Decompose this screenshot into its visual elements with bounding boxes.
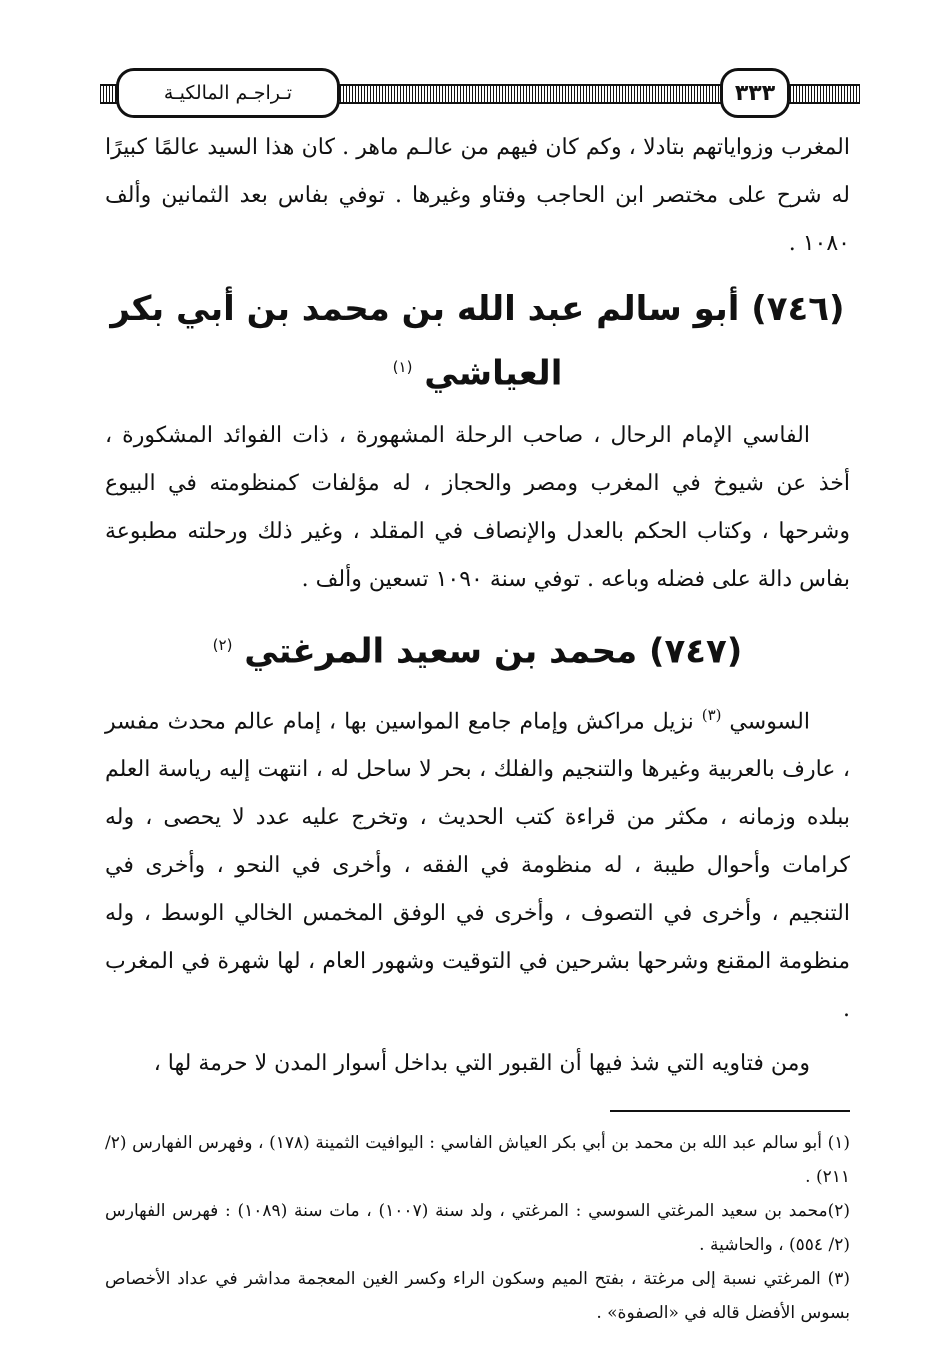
entry-title: (٧٤٧) محمد بن سعيد المرغتي [244, 631, 743, 672]
entry-heading-747 [105, 616, 850, 680]
entry-paragraph-747-cont: ومن فتاويه التي شذ فيها أن القبور التي بداخل أسوار المدن لا حرمة لها ، [153, 1050, 810, 1076]
footnote-separator [610, 1110, 850, 1112]
footnote-ref: (٢) [212, 636, 233, 655]
page-number: ٣٣٣ [720, 68, 790, 118]
continuation-paragraph: المغرب وزواياتهم بتادلا ، وكم كان فيهم من عالـم ماهر . كان هذا السيد عالمًا كبيرًا له شرح على مختصر ابن الحاجب وفتاو وغيرها . توفي بفاس بعد الثمانين وألف ١٠٨٠ . [105, 135, 850, 256]
entry-paragraph-747 [105, 691, 850, 1034]
page-body [105, 124, 850, 1330]
page-header [100, 62, 860, 120]
lead-word: السوسي [729, 708, 810, 734]
entry-heading-746 [105, 280, 850, 402]
footnote-ref: (٣) [701, 705, 722, 724]
entry-title: (٧٤٦) أبو سالم عبد الله بن محمد بن أبي بكر العياشي [110, 289, 845, 394]
entry-paragraph-746: الفاسي الإمام الرحال ، صاحب الرحلة المشهورة ، ذات الفوائد المشكورة ، أخذ عن شيوخ في المغرب ومصر والحجاز ، له مؤلفات كمنظومته في البيوع وشرحها ، وكتاب الحكم بالعدل والإنصاف في المقلد ، وغير ذلك ورحلته مطبوعة بفاس دالة على فضله وباعه . توفي سنة ١٠٩٠ تسعين وألف . [105, 423, 850, 593]
running-title: تـراجـم المالكيـة [116, 68, 340, 118]
paragraph-text: نزيل مراكش وإمام جامع المواسين بها ، إمام عالم محدث مفسر ، عارف بالعربية وغيرها والتنجيم والفلك ، بحر لا ساحل له ، انتهت إليه رياسة العلم ببلده وزمانه ، مكثر من قراءة كتب الحديث ، وتخرج عليه عدد لا يحصى ، وله كرامات وأحوال طيبة ، له منظومة في الفقه ، وأخرى في النحو ، وأخرى في التنجيم ، وأخرى في التصوف ، وأخرى في الوفق المخمس الخالي الوسط ، وله منظومة المقنع وشرحها بشرحين في التوقيت وشهور العام ، لها شهرة في المغرب . [105, 708, 850, 1022]
footnote-1: (١) أبو سالم عبد الله بن محمد بن أبي بكر العياش الفاسي : اليوافيت الثمينة (١٧٨) ، وفهرس الفهارس (٢/ ٢١١) . [105, 1132, 851, 1187]
footnote-2: (٢)محمد بن سعيد المرغتي السوسي : المرغتي ، ولد سنة (١٠٠٧) ، مات سنة (١٠٨٩) : فهرس الفهارس (٢/ ٥٥٤) ، والحاشية . [105, 1200, 850, 1255]
footnote-3: (٣) المرغتي نسبة إلى مرغتة ، بفتح الميم وسكون الراء وكسر الغين المعجمة مداشر في عداد الأخصاص بسوس الأفضل قاله في «الصفوة» . [105, 1268, 850, 1323]
footnotes [105, 1126, 850, 1330]
footnote-ref: (١) [392, 358, 413, 376]
